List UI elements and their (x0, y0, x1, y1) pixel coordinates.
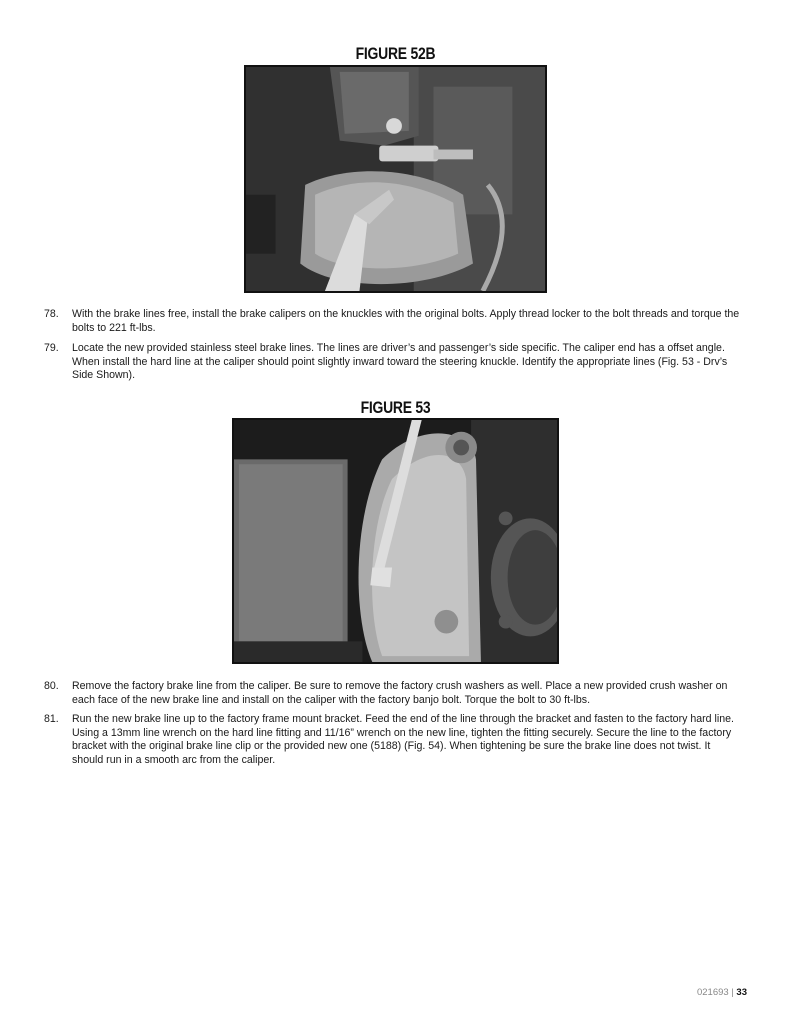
figure-53-title: FIGURE 53 (360, 398, 431, 417)
page-footer (697, 987, 747, 998)
step-text: Locate the new provided stainless steel brake lines. The lines are driver’s and passenger’s side specific. The caliper end has a offset angle. When install the hard line at the caliper should point slightly inward toward the steering knuckle. Identify the appropriate lines (Fig. 53 - Drv’s Side Shown). (72, 342, 728, 381)
document-number: 021693 (696, 987, 729, 998)
step-text: With the brake lines free, install the brake calipers on the knuckles with the original bolts. Apply thread locker to the bolt threads and torque the bolts to 221 ft-lbs. (72, 308, 740, 334)
page-number: 33 (736, 987, 747, 998)
figure-52b-title: FIGURE 52B (355, 44, 436, 63)
figure-53-photo (232, 418, 559, 664)
figure-52b-photo (244, 65, 547, 293)
step-text: Remove the factory brake line from the caliper. Be sure to remove the factory crush washers as well. Place a new provided crush washer on each face of the new brake line and install on the caliper with the factory banjo bolt. Torque the bolt to 30 ft-lbs. (72, 680, 728, 706)
step-number: 78. (44, 308, 59, 320)
step-number: 80. (44, 680, 59, 692)
step-text: Run the new brake line up to the factory frame mount bracket. Feed the end of the line through the bracket and fasten to the factory hard line. Using a 13mm line wrench on the hard line fitting and 11/16” wrench on the new line, tighten the fitting securely. Secure the line to the factory bracket with the original brake line clip or the provided new one (5188) (Fig. 54). When tightening be sure the brake line does not twist. It should run in a smooth arc from the caliper. (72, 713, 734, 766)
step-number: 81. (44, 713, 59, 725)
step-number: 79. (44, 342, 59, 354)
footer-separator: | (728, 987, 737, 998)
